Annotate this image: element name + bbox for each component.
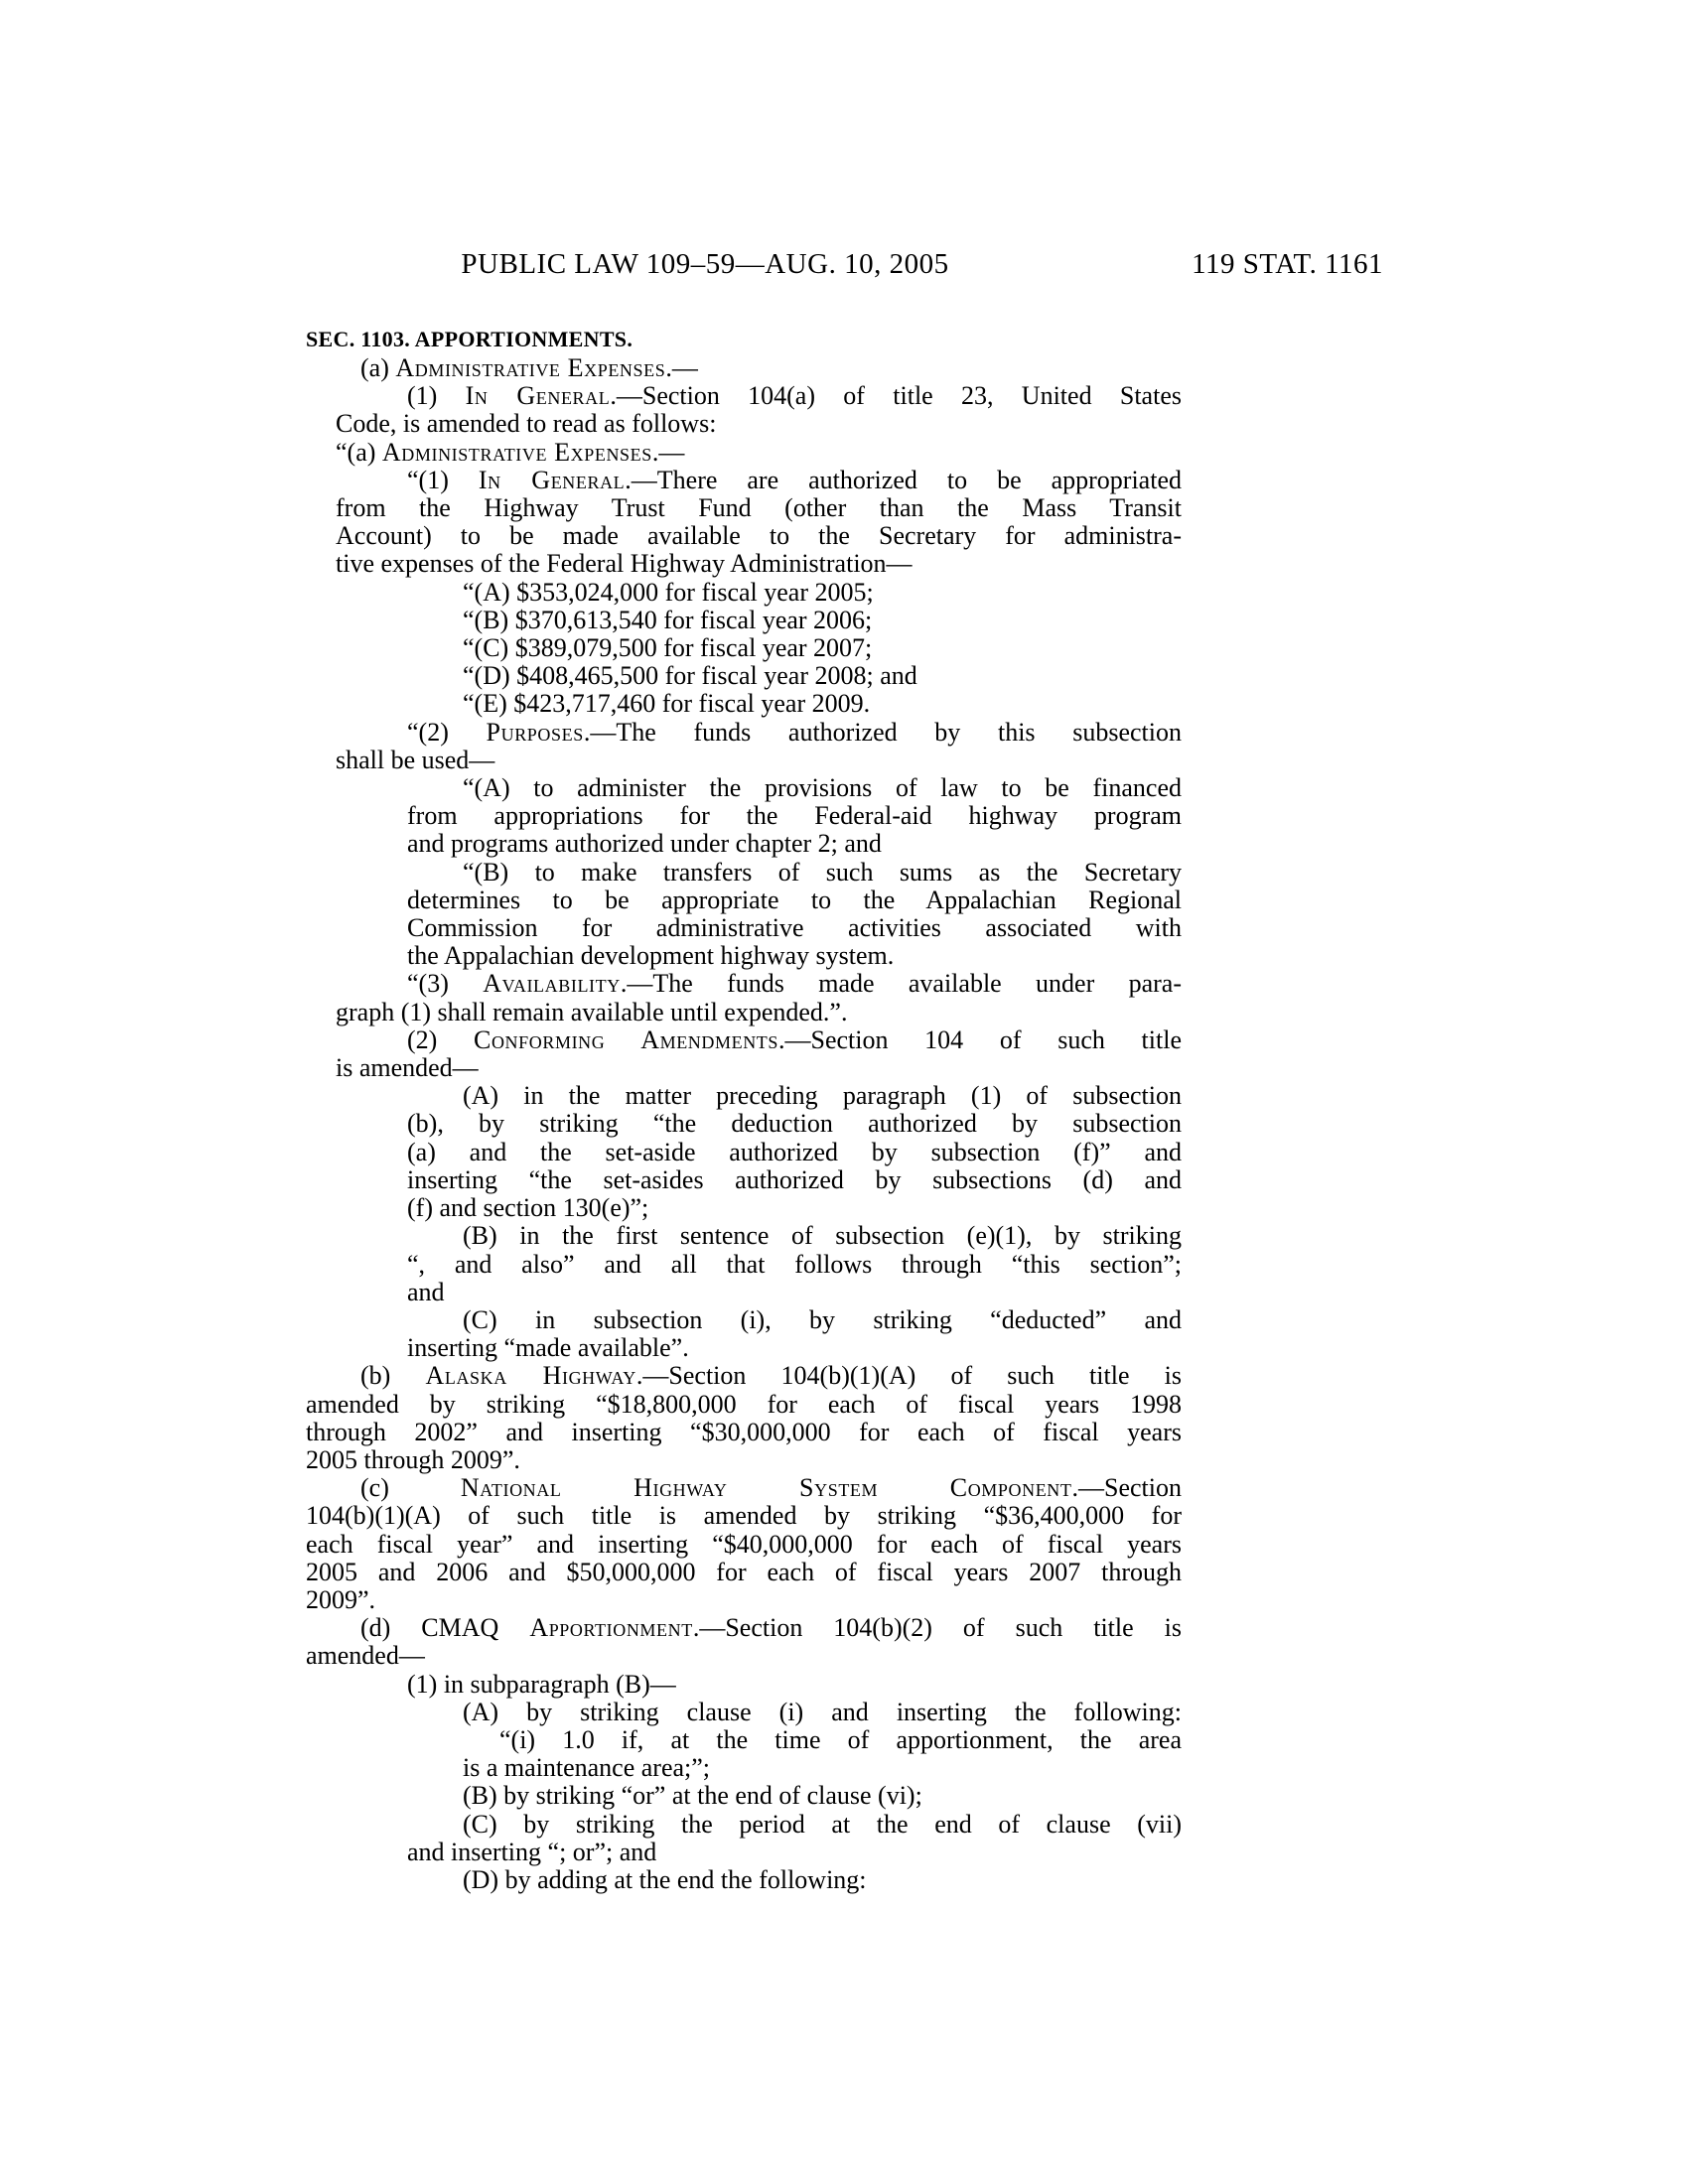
text-segment: Commission for administrative activities associated with (407, 913, 1182, 943)
text-segment: “(B) $370,613,540 for fiscal year 2006; (463, 605, 873, 634)
text-line (306, 439, 1182, 467)
text-line (306, 1754, 1182, 1782)
text-line (306, 1474, 1182, 1502)
text-line (306, 1839, 1182, 1866)
text-segment: “(3) (407, 969, 484, 999)
text-segment: is amended— (336, 1053, 479, 1083)
text-segment: (1) (407, 381, 466, 411)
small-caps-text: National Highway System Component (460, 1473, 1072, 1503)
text-line (306, 1334, 1182, 1362)
text-line (306, 662, 1182, 690)
text-line (306, 354, 1182, 382)
text-segment: “(D) $408,465,500 for fiscal year 2008; and (463, 661, 917, 691)
small-caps-text: Apportionment (529, 1613, 693, 1643)
text-segment: and (407, 1277, 445, 1306)
section-heading: SEC. 1103. APPORTIONMENTS. (306, 327, 633, 351)
text-segment: .—Section 104(b)(2) of such title is (692, 1613, 1182, 1643)
text-line (306, 1559, 1182, 1586)
text-line (306, 410, 1182, 438)
text-line (306, 1222, 1182, 1250)
text-line (306, 719, 1182, 747)
small-caps-text: In General (465, 381, 611, 411)
text-segment: “(1) (407, 465, 479, 494)
text-segment: .—Section 104(a) of title 23, United States (610, 381, 1182, 411)
text-line (306, 1279, 1182, 1306)
text-line (306, 1782, 1182, 1810)
text-segment: from the Highway Trust Fund (other than the Mass Transit (336, 493, 1182, 523)
text-line (306, 970, 1182, 998)
text-segment: Account) to be made available to the Secretary for administra- (336, 521, 1182, 551)
text-line (306, 1811, 1182, 1839)
text-segment: .—Section (1071, 1473, 1183, 1503)
text-segment: through 2002” and inserting “$30,000,000 for each of fiscal years (306, 1417, 1182, 1446)
text-segment: “(2) (407, 717, 487, 747)
text-line (306, 802, 1182, 830)
text-line (306, 1614, 1182, 1642)
text-line (306, 1866, 1182, 1894)
text-segment: .—Section 104 of such title (778, 1024, 1182, 1054)
text-segment: 2005 through 2009”. (306, 1444, 520, 1474)
text-line (306, 1251, 1182, 1279)
text-line (306, 467, 1182, 494)
text-line (306, 1362, 1182, 1390)
text-segment: .—Section 104(b)(1)(A) of such title is (635, 1361, 1182, 1391)
text-segment: “(a) (336, 437, 382, 467)
text-line (306, 830, 1182, 858)
text-line (306, 747, 1182, 774)
text-segment: 104(b)(1)(A) of such title is amended by striking “$36,400,000 for (306, 1501, 1182, 1531)
text-line (306, 887, 1182, 914)
small-caps-text: In General (478, 465, 626, 494)
text-segment: (A) in the matter preceding paragraph (1) of subsection (463, 1081, 1182, 1111)
text-line (306, 1054, 1182, 1082)
text-line (306, 1166, 1182, 1194)
small-caps-text: Conforming Amendments (474, 1024, 778, 1054)
text-line (306, 494, 1182, 522)
text-line (306, 774, 1182, 802)
text-segment: 2005 and 2006 and $50,000,000 for each of fiscal years 2007 through (306, 1557, 1182, 1586)
text-line (306, 382, 1182, 410)
text-segment: 2009”. (306, 1584, 376, 1614)
text-line (306, 914, 1182, 942)
text-segment: (A) by striking clause (i) and inserting the following: (463, 1697, 1182, 1726)
text-line (306, 1671, 1182, 1699)
text-line (306, 1306, 1182, 1334)
text-line (306, 607, 1182, 634)
text-segment: determines to be appropriate to the Appalachian Regional (407, 885, 1182, 914)
text-segment: (2) (407, 1024, 475, 1054)
text-segment: (a) (360, 353, 396, 382)
text-segment: (B) in the first sentence of subsection (e)(1), by striking (463, 1221, 1182, 1251)
text-line (306, 1139, 1182, 1166)
text-segment: (D) by adding at the end the following: (463, 1864, 867, 1894)
text-segment: (b) (360, 1361, 426, 1391)
text-segment: (B) by striking “or” at the end of clause (vi); (463, 1781, 922, 1811)
text-line (306, 1586, 1182, 1614)
text-segment: (C) by striking the period at the end of clause (vii) (463, 1809, 1182, 1839)
text-segment: “(A) $353,024,000 for fiscal year 2005; (463, 577, 874, 607)
text-segment: (1) in subparagraph (B)— (407, 1669, 676, 1699)
small-caps-text: Alaska Highway (425, 1361, 636, 1391)
text-segment: “(B) to make transfers of such sums as the Secretary (463, 857, 1182, 887)
text-segment: .— (651, 437, 685, 467)
text-segment: .—The funds made available under para- (620, 969, 1182, 999)
text-segment: inserting “made available”. (407, 1333, 689, 1363)
text-segment: “(E) $423,717,460 for fiscal year 2009. (463, 689, 871, 719)
text-segment: Code, is amended to read as follows: (336, 409, 717, 439)
text-line (306, 1531, 1182, 1559)
small-caps-text: Availability (483, 969, 621, 999)
text-line (306, 859, 1182, 887)
text-segment: inserting “the set-asides authorized by subsections (d) and (407, 1164, 1182, 1194)
text-line (306, 1419, 1182, 1446)
text-segment: (f) and section 130(e)”; (407, 1193, 649, 1223)
text-segment: “(i) 1.0 if, at the time of apportionment, the area (499, 1724, 1182, 1754)
text-segment: tive expenses of the Federal Highway Administration— (336, 549, 913, 579)
body-text (306, 354, 1182, 1894)
text-segment: “, and also” and all that follows through “this section”; (407, 1249, 1182, 1279)
text-segment: amended— (306, 1641, 425, 1671)
running-header-title: PUBLIC LAW 109–59—AUG. 10, 2005 (461, 248, 949, 280)
text-line (306, 1699, 1182, 1726)
text-segment: (a) and the set-aside authorized by subsection (f)” and (407, 1137, 1182, 1166)
text-line (306, 1446, 1182, 1474)
text-line (306, 634, 1182, 662)
small-caps-text: Administrative Expenses (395, 353, 666, 382)
text-line (306, 1726, 1182, 1754)
text-segment: (c) (360, 1473, 461, 1503)
text-segment: (d) CMAQ (360, 1613, 530, 1643)
text-line (306, 1082, 1182, 1110)
text-segment: .—There are authorized to be appropriated (625, 465, 1182, 494)
text-segment: graph (1) shall remain available until expended.”. (336, 997, 848, 1026)
text-line (306, 1391, 1182, 1419)
text-line (306, 942, 1182, 970)
text-line (306, 1110, 1182, 1138)
text-segment: (b), by striking “the deduction authorized by subsection (407, 1109, 1182, 1139)
text-line (306, 690, 1182, 718)
text-line (306, 999, 1182, 1026)
text-segment: is a maintenance area;”; (463, 1753, 711, 1783)
small-caps-text: Purposes (486, 717, 584, 747)
text-segment: “(C) $389,079,500 for fiscal year 2007; (463, 633, 873, 663)
text-line (306, 522, 1182, 550)
running-header-page-number: 119 STAT. 1161 (1192, 248, 1383, 280)
text-segment: “(A) to administer the provisions of law to be financed (463, 773, 1182, 803)
text-segment: (C) in subsection (i), by striking “deducted” and (463, 1304, 1182, 1334)
small-caps-text: Administrative Expenses (381, 437, 652, 467)
text-segment: amended by striking “$18,800,000 for each of fiscal years 1998 (306, 1389, 1182, 1419)
text-line (306, 550, 1182, 578)
text-line (306, 1642, 1182, 1670)
text-line (306, 1194, 1182, 1222)
text-segment: shall be used— (336, 745, 495, 774)
text-line (306, 579, 1182, 607)
text-line (306, 1026, 1182, 1054)
text-segment: the Appalachian development highway system. (407, 941, 895, 971)
text-segment: from appropriations for the Federal-aid highway program (407, 801, 1182, 831)
text-segment: .— (665, 353, 698, 382)
text-segment: and inserting “; or”; and (407, 1837, 657, 1866)
text-segment: and programs authorized under chapter 2; and (407, 829, 882, 859)
text-segment: each fiscal year” and inserting “$40,000,000 for each of fiscal years (306, 1529, 1182, 1559)
text-segment: .—The funds authorized by this subsection (583, 717, 1182, 747)
text-line (306, 1502, 1182, 1530)
